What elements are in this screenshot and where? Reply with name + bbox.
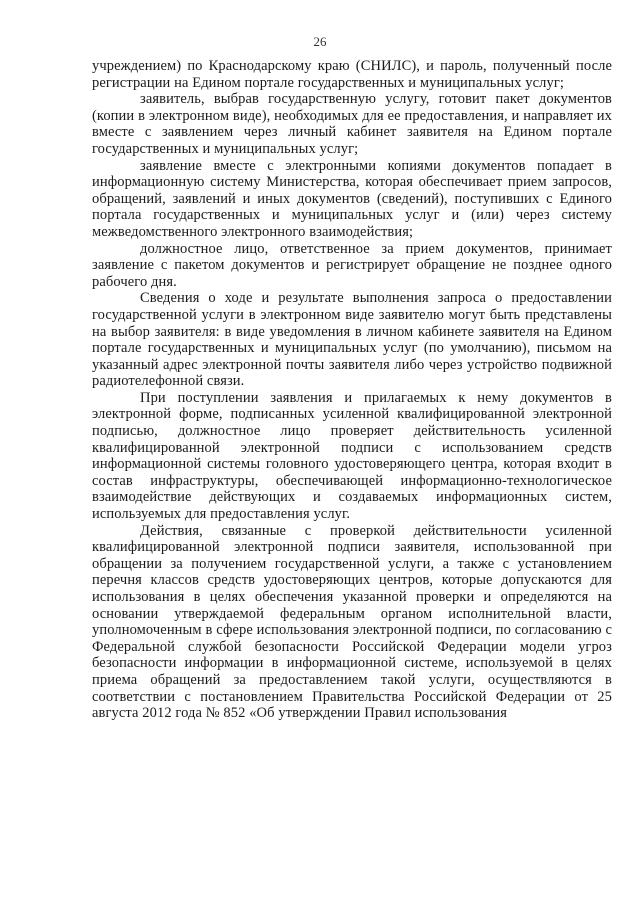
paragraph: должностное лицо, ответственное за прием документов, принимает заявление с пакетом документов и регистрирует обращение не позднее одного рабочего дня. xyxy=(92,240,612,290)
document-body xyxy=(92,58,612,722)
paragraph: заявитель, выбрав государственную услугу, готовит пакет документов (копии в электронном виде), необходимых для ее предоставления, и направляет их вместе с заявлением через личный кабинет заявителя на Едином портале государственных и муниципальных услуг; xyxy=(92,91,612,157)
page-number: 26 xyxy=(313,34,327,49)
paragraph: учреждением) по Краснодарскому краю (СНИЛС), и пароль, полученный после регистрации на Едином портале государственных и муниципальных услуг; xyxy=(92,58,612,91)
paragraph: заявление вместе с электронными копиями документов попадает в информационную систему Министерства, которая обеспечивает прием запросов, обращений, заявлений и иных документов (сведений), поступивших с Единого портала государственных и муниципальных услуг и (или) через систему межведомственного электронного взаимодействия; xyxy=(92,157,612,240)
paragraph: Действия, связанные с проверкой действительности усиленной квалифицированной электронной подписи заявителя, использованной при обращении за получением государственной услуги, а также с установлением перечня классов средств удостоверяющих центров, которые допускаются для использования в целях обеспечения указанной проверки и определяются на основании утверждаемой федеральным органом исполнительной власти, уполномоченным в сфере использования электронной подписи, по согласованию с Федеральной службой безопасности Российской Федерации модели угроз безопасности информации в информационной системе, используемой в целях приема обращений за предоставлением такой услуги, осуществляются в соответствии с постановлением Правительства Российской Федерации от 25 августа 2012 года № 852 «Об утверждении Правил использования xyxy=(92,522,612,722)
paragraph: Сведения о ходе и результате выполнения запроса о предоставлении государственной услуги в электронном виде заявителю могут быть представлены на выбор заявителя: в виде уведомления в личном кабинете заявителя на Едином портале государственных и муниципальных услуг (по умолчанию), письмом на указанный адрес электронной почты заявителя либо через устройство подвижной радиотелефонной связи. xyxy=(92,290,612,390)
paragraph: При поступлении заявления и прилагаемых к нему документов в электронной форме, подписанных усиленной квалифицированной электронной подписью, должностное лицо проверяет действительность усиленной квалифицированной электронной подписи с использованием средств информационной системы головного удостоверяющего центра, которая входит в состав инфраструктуры, обеспечивающей информационно-технологическое взаимодействие действующих и создаваемых информационных систем, используемых для предоставления услуг. xyxy=(92,389,612,523)
